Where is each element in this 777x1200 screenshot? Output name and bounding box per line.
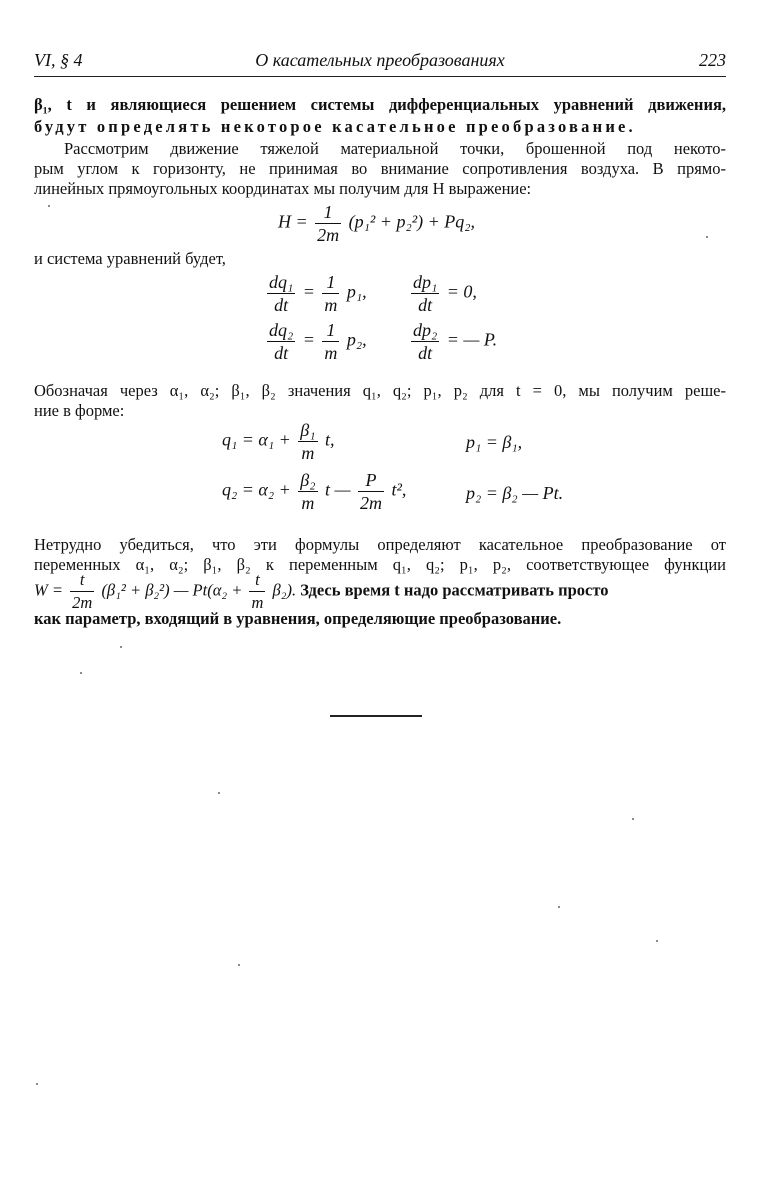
scan-speck (706, 236, 708, 238)
fraction-numerator: 1 (315, 202, 341, 224)
derivative-denominator: dt (418, 343, 433, 363)
function-W-end: β₂). (272, 580, 297, 600)
fraction (298, 470, 317, 513)
coefficient-numerator: 1 (322, 272, 339, 294)
scan-speck (656, 940, 658, 942)
solution-middle: t — (325, 479, 351, 500)
derivative-numerator: dq₂ (269, 320, 294, 340)
fraction-denominator: 2m (317, 225, 340, 245)
section-end-rule (330, 715, 422, 717)
equals-sign: = (302, 281, 315, 302)
solution-q1 (222, 420, 335, 463)
coefficient (322, 272, 339, 315)
scan-speck (80, 672, 82, 674)
hamiltonian-equation (278, 202, 475, 245)
equation-dq2 (264, 320, 367, 363)
paragraph-4-line-4: как параметр, входящий в уравнения, определяющие преобразование. (34, 609, 562, 628)
equals-sign: = (302, 329, 315, 350)
derivative-numerator: dq₁ (269, 272, 294, 292)
fraction (298, 420, 317, 463)
equation-rhs: p₁, (346, 281, 367, 302)
solution-lhs: q₁ = α₁ + (222, 429, 291, 450)
paragraph-4-line-1: Нетрудно убедиться, что эти формулы определяют касательное преобразование от (34, 535, 726, 554)
function-W-text: Здесь время t надо рассматривать просто (300, 580, 609, 600)
paragraph-3-line-1: Обозначая через α₁, α₂; β₁, β₂ значения q₁, q₂; p₁, p₂ для t = 0, мы получим реше- (34, 381, 726, 400)
derivative (411, 272, 439, 315)
fraction-denominator: 2m (72, 593, 93, 612)
fraction-numerator: P (358, 470, 384, 492)
running-header (34, 46, 726, 77)
scan-speck (36, 1083, 38, 1085)
fraction-denominator: m (301, 443, 315, 463)
equation-rhs: = — P. (446, 329, 498, 350)
fraction (249, 570, 265, 613)
derivative-denominator: dt (274, 343, 289, 363)
paragraph-2-line-3: линейных прямоугольных координатах мы получим для H выражение: (34, 179, 532, 198)
paragraph-2-line-2: рым углом к горизонту, не принимая во внимание сопротивления воздуха. В прямо- (34, 159, 726, 178)
solution-p1: p₁ = β₁, (466, 432, 523, 452)
derivative-numerator: dp₁ (413, 272, 438, 292)
fraction-denominator: 2m (360, 493, 383, 513)
fraction-numerator: β₂ (300, 470, 316, 490)
fraction-numerator: β₁ (300, 420, 316, 440)
function-W-line (34, 570, 608, 613)
scan-speck (238, 964, 240, 966)
equation-rhs: = 0, (446, 281, 477, 302)
fraction-numerator: t (70, 570, 94, 592)
derivative (267, 272, 295, 315)
paragraph-3-line-2: ние в форме: (34, 401, 125, 420)
function-W-lhs: W = (34, 580, 64, 600)
function-W-middle: (β₁² + β₂²) — Pt(α₂ + (101, 580, 243, 600)
fraction (70, 570, 94, 613)
scan-speck (120, 646, 122, 648)
page-number: 223 (699, 50, 726, 70)
fraction-denominator: m (301, 493, 315, 513)
paragraph-1-line-1: β₁, t и являющиеся решением системы дифференциальных уравнений движения, (34, 95, 726, 114)
paragraph-2-line-1: Рассмотрим движение тяжелой материальной точки, брошенной под некото- (64, 139, 726, 158)
solution-q2 (222, 470, 406, 513)
scan-speck (48, 205, 50, 207)
derivative-denominator: dt (418, 295, 433, 315)
coefficient-denominator: m (324, 295, 338, 315)
paragraph-4-line-2: переменных α₁, α₂; β₁, β₂ к переменным q₁, q₂; p₁, p₂, соответствующее функции (34, 555, 726, 574)
section-label: VI, § 4 (34, 50, 83, 70)
equation-rhs: p₂, (346, 329, 367, 350)
coefficient-denominator: m (324, 343, 338, 363)
scan-speck (632, 818, 634, 820)
chapter-title: О касательных преобразованиях (255, 50, 505, 70)
solution-p2: p₂ = β₂ — Pt. (466, 483, 564, 503)
coefficient (322, 320, 339, 363)
solution-lhs: q₂ = α₂ + (222, 479, 291, 500)
equation-dp2 (408, 320, 497, 363)
solution-tail: t, (325, 429, 335, 450)
fraction-denominator: m (251, 593, 264, 612)
fraction (315, 202, 341, 245)
derivative-denominator: dt (274, 295, 289, 315)
derivative (411, 320, 439, 363)
equation-rhs: (p₁² + p₂²) + Pq₂, (348, 211, 475, 232)
scan-speck (218, 792, 220, 794)
fraction-numerator: t (249, 570, 265, 592)
equation-dp1 (408, 272, 477, 315)
derivative (267, 320, 295, 363)
equation-dq1 (264, 272, 367, 315)
fraction (358, 470, 384, 513)
system-intro: и система уравнений будет, (34, 249, 226, 268)
scan-speck (558, 906, 560, 908)
equation-lhs: H = (278, 211, 308, 232)
derivative-numerator: dp₂ (413, 320, 438, 340)
solution-tail: t², (391, 479, 407, 500)
paragraph-1-line-2: будут определять некоторое касательное преобразование. (34, 117, 636, 136)
coefficient-numerator: 1 (322, 320, 339, 342)
